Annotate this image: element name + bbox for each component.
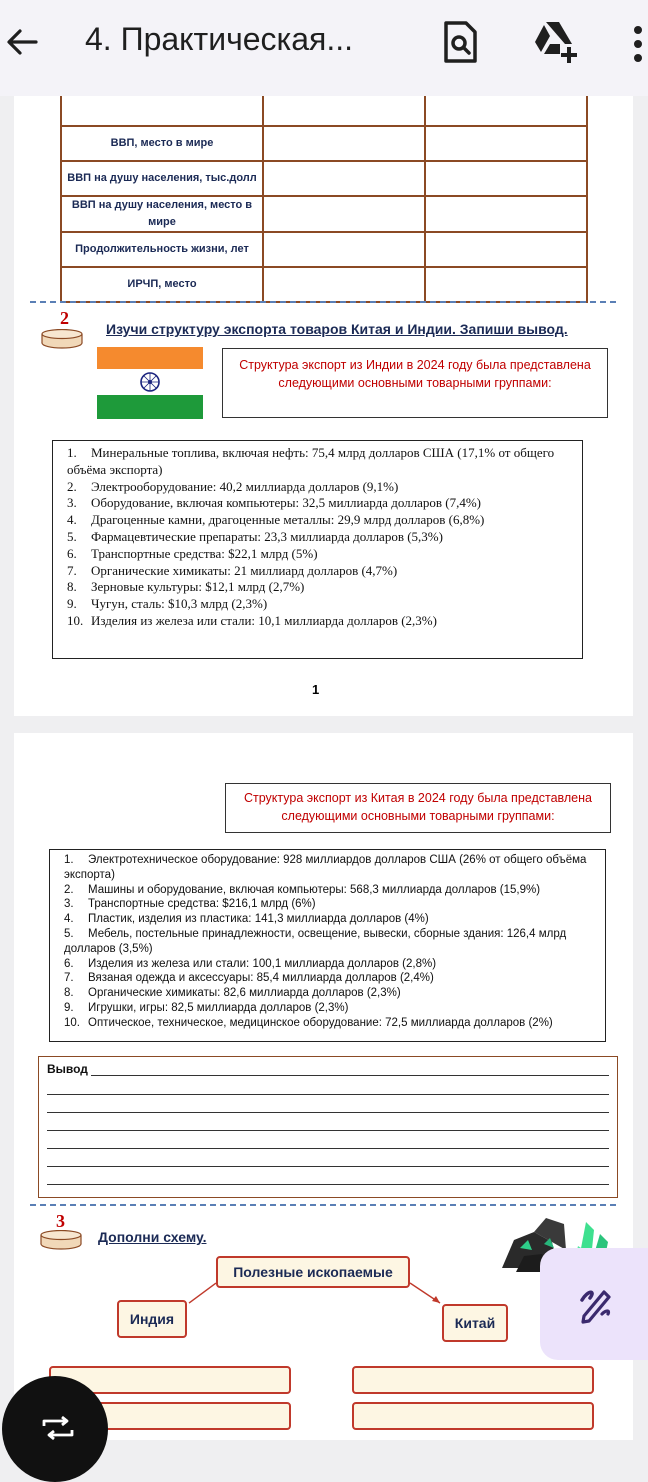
list-item (64, 897, 595, 912)
list-item-text: Органические химикаты: 21 миллиард долларов (4,7%) (91, 562, 398, 578)
list-item (67, 529, 572, 546)
list-item-number: 10. (67, 612, 84, 628)
list-item (67, 613, 572, 630)
list-item-number: 7. (64, 972, 74, 985)
scheme-india-box: Индия (117, 1300, 187, 1338)
list-item (64, 1001, 595, 1016)
task-marker-icon (40, 1230, 82, 1250)
conclusion-box (38, 1056, 618, 1198)
table-row-label: ВВП, место в мире (61, 126, 263, 161)
list-item-text: Фармацевтические препараты: 23,3 миллиарда долларов (5,3%) (91, 528, 443, 544)
table-row (61, 161, 587, 196)
list-item (64, 957, 595, 972)
list-item (64, 986, 595, 1001)
more-vert-icon[interactable] (630, 24, 646, 69)
table-row (61, 267, 587, 302)
scheme-answer-box[interactable] (352, 1366, 594, 1394)
list-item-text: Транспортные средства: $22,1 млрд (5%) (91, 545, 318, 561)
find-in-page-icon[interactable] (440, 20, 480, 69)
table-row-label: Продолжительность жизни, лет (61, 232, 263, 267)
list-item-number: 2. (67, 478, 77, 494)
india-export-list (52, 440, 583, 659)
task-3-heading: Дополни схему. (98, 1229, 207, 1245)
task-marker-icon (41, 329, 83, 349)
list-item-number: 10. (64, 1016, 80, 1029)
list-item-number: 1. (64, 854, 74, 866)
table-row-label: ИРЧП, место (61, 267, 263, 302)
table-cell (425, 232, 587, 267)
scheme-answer-box[interactable] (352, 1402, 594, 1430)
table-row-label: ВВП на душу населения, тыс.долл (61, 161, 263, 196)
document-title: 4. Практическая... (85, 21, 354, 57)
list-item-text: Машины и оборудование, включая компьютеры: 568,3 миллиарда долларов (15,9%) (88, 883, 541, 896)
list-item-text: Электротехническое оборудование: 928 миллиардов долларов США (26% от общего объёма экспорта) (64, 854, 587, 881)
writing-line (47, 1166, 609, 1167)
back-arrow-icon[interactable] (2, 22, 42, 62)
section-divider (30, 301, 616, 303)
list-item-text: Драгоценные камни, драгоценные металлы: 29,9 млрд долларов (6,8%) (91, 512, 485, 528)
list-item (67, 445, 572, 479)
list-item (64, 883, 595, 898)
table-cell (263, 126, 425, 161)
list-item-number: 8. (67, 579, 77, 595)
rotate-screen-button[interactable] (2, 1376, 108, 1482)
list-item (67, 596, 572, 613)
list-item-number: 9. (64, 1001, 74, 1014)
rotate-icon (38, 1416, 78, 1445)
list-item-number: 5. (64, 927, 74, 940)
list-item-text: Пластик, изделия из пластика: 141,3 миллиарда долларов (4%) (88, 913, 429, 926)
table-cell (263, 161, 425, 196)
table-cell (263, 232, 425, 267)
list-item-number: 2. (64, 883, 74, 896)
list-item-number: 6. (67, 545, 77, 561)
list-item-text: Изделия из железа или стали: 10,1 миллиарда долларов (2,3%) (91, 612, 437, 628)
table-row (61, 126, 587, 161)
list-item-text: Минеральные топлива, включая нефть: 75,4 млрд долларов США (17,1% от общего объёма экспорта) (67, 445, 555, 477)
section-divider (30, 1204, 616, 1206)
list-item-number: 4. (64, 913, 74, 926)
india-flag-image (97, 347, 203, 419)
table-row-label: ВВП на душу населения, место в мире (61, 196, 263, 232)
table-cell (425, 196, 587, 232)
india-caption-box: Структура экспорт из Индии в 2024 году была представлена следующими основными товарными группами: (222, 348, 608, 418)
writing-line (47, 1112, 609, 1113)
app-bar (0, 0, 648, 96)
scrollbar-track[interactable] (633, 96, 648, 1440)
page-number: 1 (312, 682, 320, 697)
task-2-heading: Изучи структуру экспорта товаров Китая и Индии. Запиши вывод. (106, 321, 568, 337)
task-number: 3 (56, 1211, 65, 1231)
list-item-text: Органические химикаты: 82,6 миллиарда долларов (2,3%) (88, 987, 401, 1000)
list-item-text: Оптическое, техническое, медицинское оборудование: 72,5 миллиарда долларов (2%) (88, 1016, 553, 1029)
list-item-number: 5. (67, 528, 77, 544)
writing-line (47, 1148, 609, 1149)
list-item (67, 546, 572, 563)
list-item (67, 495, 572, 512)
list-item-number: 3. (67, 495, 77, 511)
stats-table (60, 96, 588, 303)
list-item (67, 563, 572, 580)
table-cell (263, 267, 425, 302)
list-item-number: 8. (64, 987, 74, 1000)
writing-line (91, 1075, 609, 1076)
table-cell (425, 267, 587, 302)
list-item-text: Вязаная одежда и аксессуары: 85,4 миллиарда долларов (2,4%) (88, 972, 434, 985)
writing-line (47, 1130, 609, 1131)
list-item-text: Зерновые культуры: $12,1 млрд (2,7%) (91, 579, 305, 595)
list-item (64, 853, 595, 883)
task-number: 2 (60, 308, 69, 328)
list-item-text: Оборудование, включая компьютеры: 32,5 миллиарда долларов (7,4%) (91, 495, 482, 511)
list-item (64, 927, 595, 957)
list-item-text: Электрооборудование: 40,2 миллиарда долларов (9,1%) (91, 478, 399, 494)
table-cell (425, 161, 587, 196)
conclusion-label: Вывод (47, 1062, 88, 1076)
table-row (61, 232, 587, 267)
list-item-number: 3. (64, 898, 74, 911)
list-item (64, 971, 595, 986)
table-row (61, 196, 587, 232)
draw-pen-icon (576, 1284, 616, 1329)
list-item (64, 912, 595, 927)
china-caption-box: Структура экспорт из Китая в 2024 году была представлена следующими основными товарными группами: (225, 783, 611, 833)
list-item (67, 479, 572, 496)
list-item (64, 1016, 595, 1031)
list-item-number: 6. (64, 957, 74, 970)
writing-line (47, 1094, 609, 1095)
table-cell (263, 196, 425, 232)
list-item-number: 4. (67, 512, 77, 528)
list-item (67, 579, 572, 596)
list-item-text: Чугун, сталь: $10,3 млрд (2,3%) (91, 596, 268, 612)
scheme-china-box: Китай (442, 1304, 508, 1342)
list-item-text: Мебель, постельные принадлежности, освещение, вывески, сборные здания: 126,4 млрд долларов (3,5%) (64, 927, 567, 955)
table-cell (425, 126, 587, 161)
list-item-text: Транспортные средства: $216,1 млрд (6%) (88, 898, 316, 911)
list-item-text: Игрушки, игры: 82,5 миллиарда долларов (2,3%) (88, 1001, 349, 1014)
list-item-number: 9. (67, 596, 77, 612)
list-item-number: 7. (67, 562, 77, 578)
scheme-root-box: Полезные ископаемые (216, 1256, 410, 1288)
list-item-number: 1. (67, 445, 77, 460)
document-page-1 (14, 96, 634, 716)
drive-add-icon[interactable] (532, 20, 578, 69)
list-item-text: Изделия из железа или стали: 100,1 миллиарда долларов (2,8%) (88, 957, 437, 970)
writing-line (47, 1184, 609, 1185)
edit-fab-button[interactable] (540, 1248, 648, 1360)
china-export-list (49, 849, 606, 1042)
list-item (67, 512, 572, 529)
